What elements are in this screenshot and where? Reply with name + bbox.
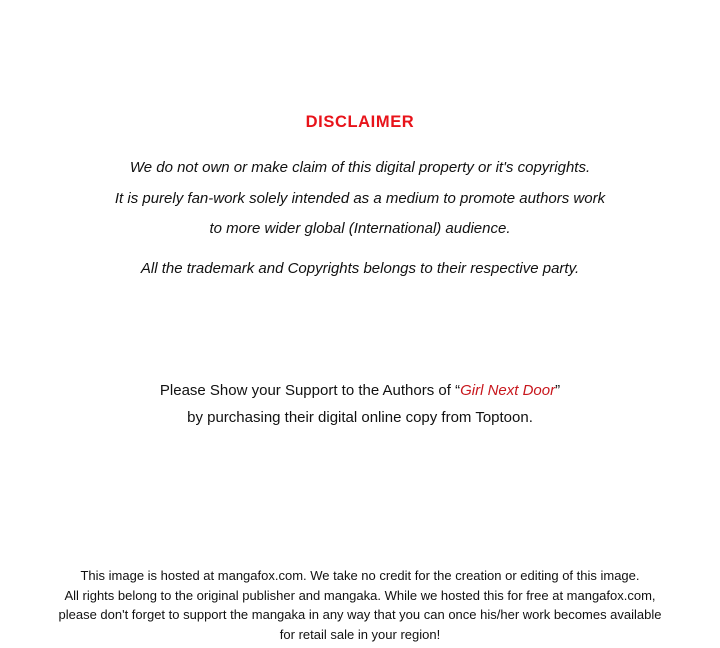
disclaimer-heading: DISCLAIMER [305, 113, 415, 131]
hosting-note [0, 566, 720, 644]
work-title: Girl Next Door [460, 382, 556, 399]
paragraph-spacer [0, 245, 720, 254]
support-line-1 [0, 377, 720, 404]
support-message [0, 377, 720, 431]
hosting-note-line-2: All rights belong to the original publisher and mangaka. While we hosted this for free at mangafox.com, [64, 587, 656, 603]
support-suffix: ” [555, 382, 561, 399]
disclaimer-line-3: to more wider global (International) audience. [209, 220, 511, 237]
hosting-note-line-1: This image is hosted at mangafox.com. We take no credit for the creation or editing of this image. [80, 568, 640, 583]
disclaimer-line-4: All the trademark and Copyrights belongs to their respective party. [140, 259, 580, 277]
hosting-note-line-3: please don't forget to support the mangaka in any way that you can once his/her work becomes available [58, 607, 662, 622]
hosting-note-line-4: for retail sale in your region! [279, 626, 441, 642]
support-line-2: by purchasing their digital online copy from Toptoon. [187, 409, 533, 426]
disclaimer-body [0, 153, 720, 284]
disclaimer-line-1: We do not own or make claim of this digital property or it's copyrights. [129, 159, 591, 176]
support-prefix: Please Show your Support to the Authors of “ [159, 382, 461, 399]
disclaimer-line-2: It is purely fan-work solely intended as a medium to promote authors work [114, 189, 606, 207]
